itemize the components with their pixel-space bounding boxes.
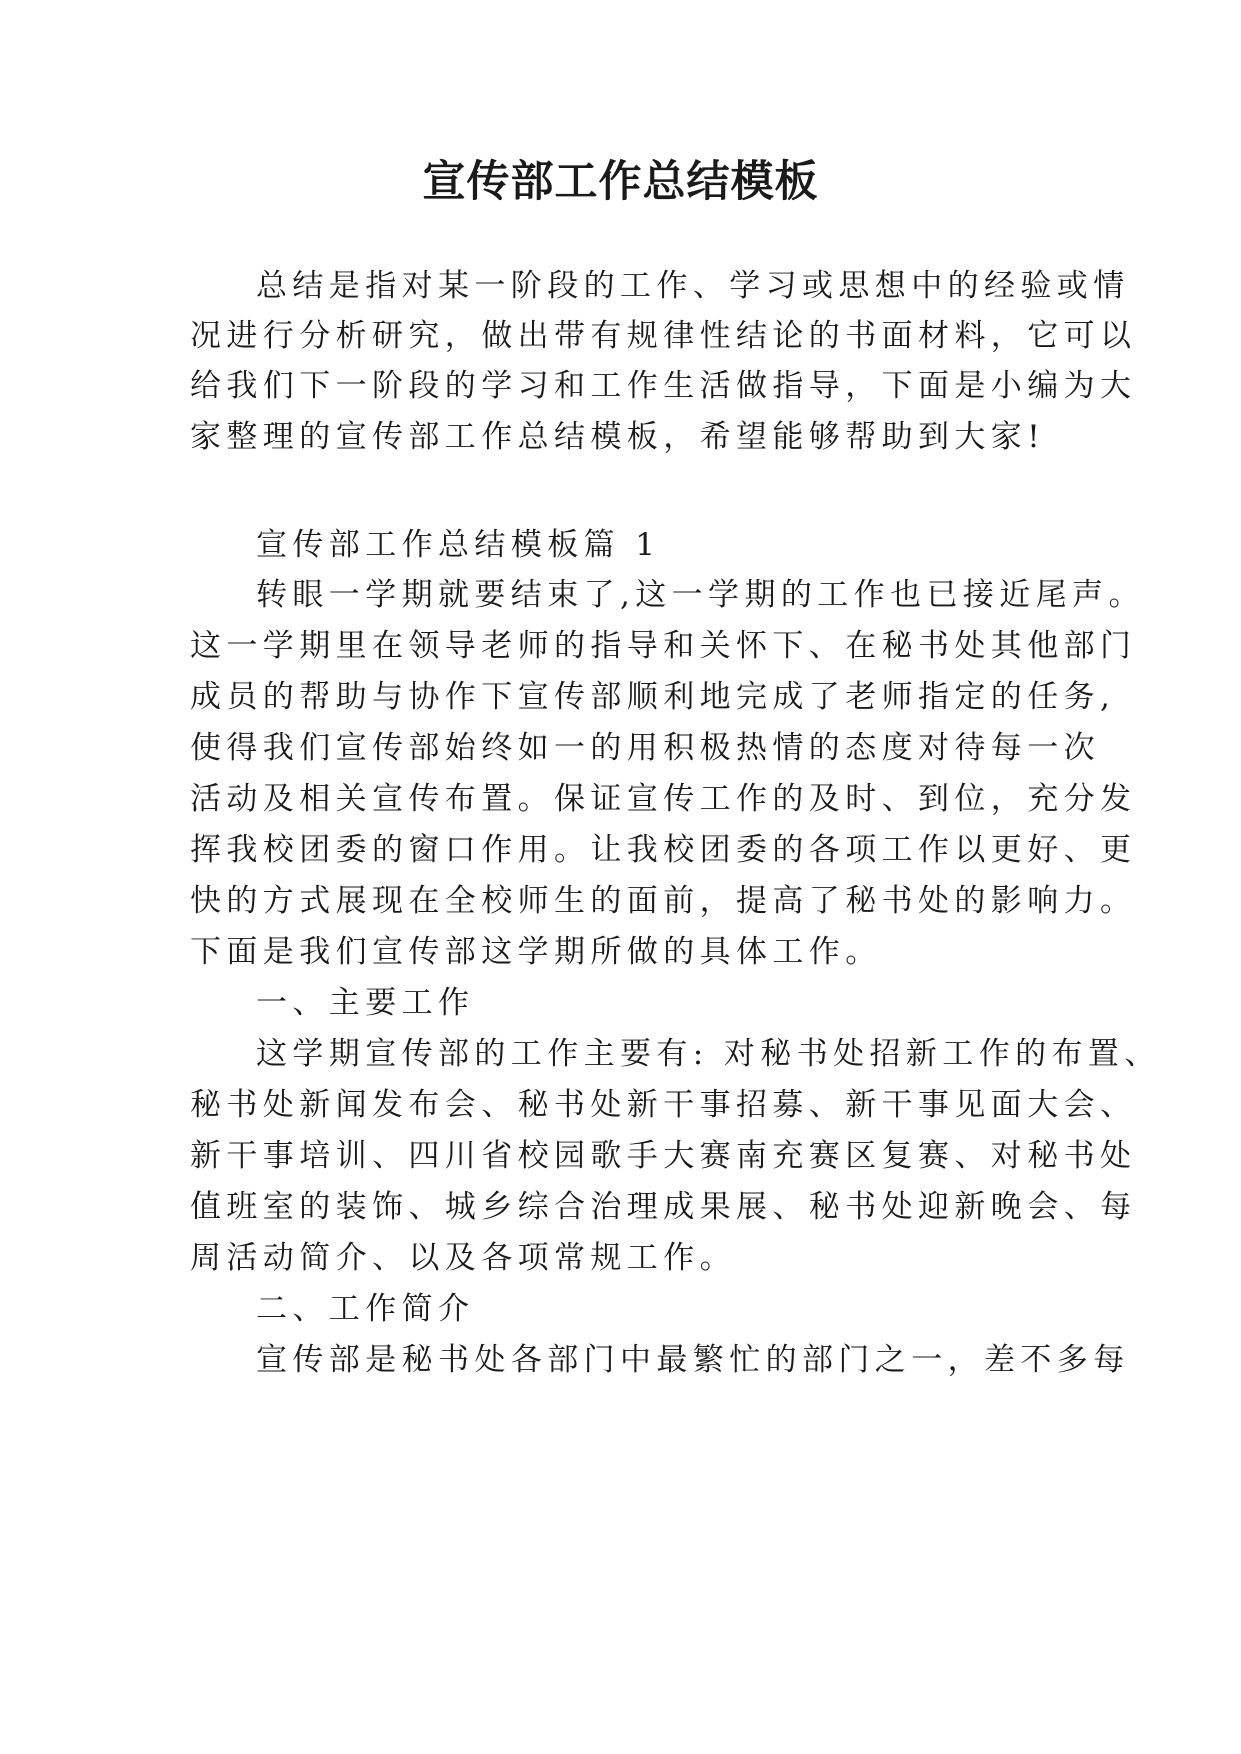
intro-line-2: 况进行分析研究，做出带有规律性结论的书面材料，它可以 bbox=[190, 318, 1137, 354]
intro-line-1: 总结是指对某一阶段的工作、学习或思想中的经验或情 bbox=[256, 268, 1130, 304]
para2-line-4: 值班室的装饰、城乡综合治理成果展、秘书处迎新晚会、每 bbox=[190, 1189, 1137, 1225]
heading-main-work: 一、主要工作 bbox=[256, 985, 475, 1021]
intro-line-4: 家整理的宣传部工作总结模板，希望能够帮助到大家! bbox=[190, 419, 1046, 455]
para1-line-7: 快的方式展现在全校师生的面前，提高了秘书处的影响力。 bbox=[190, 883, 1137, 919]
intro-line-3: 给我们下一阶段的学习和工作生活做指导，下面是小编为大 bbox=[190, 368, 1137, 404]
para2-line-3: 新干事培训、四川省校园歌手大赛南充赛区复赛、对秘书处 bbox=[190, 1138, 1137, 1174]
heading-work-intro: 二、工作简介 bbox=[256, 1291, 475, 1327]
para1-line-4: 使得我们宣传部始终如一的用积极热情的态度对待每一次 bbox=[190, 730, 1100, 766]
para2-line-1: 这学期宣传部的工作主要有: 对秘书处招新工作的布置、 bbox=[256, 1036, 1161, 1072]
para1-line-6: 挥我校团委的窗口作用。让我校团委的各项工作以更好、更 bbox=[190, 832, 1137, 868]
document-title: 宣传部工作总结模板 bbox=[422, 157, 819, 207]
para1-line-5: 活动及相关宣传布置。保证宣传工作的及时、到位，充分发 bbox=[190, 781, 1137, 817]
para2-line-2: 秘书处新闻发布会、秘书处新干事招募、新干事见面大会、 bbox=[190, 1087, 1137, 1123]
para2-line-5: 周活动简介、以及各项常规工作。 bbox=[190, 1240, 736, 1276]
section-heading: 宣传部工作总结模板篇 1 bbox=[256, 527, 661, 563]
para1-line-8: 下面是我们宣传部这学期所做的具体工作。 bbox=[190, 934, 882, 970]
para1-line-1: 转眼一学期就要结束了,这一学期的工作也已接近尾声。 bbox=[256, 577, 1145, 613]
para1-line-3: 成员的帮助与协作下宣传部顺利地完成了老师指定的任务, bbox=[190, 679, 1116, 715]
para3-line-1: 宣传部是秘书处各部门中最繁忙的部门之一，差不多每 bbox=[256, 1342, 1130, 1378]
para1-line-2: 这一学期里在领导老师的指导和关怀下、在秘书处其他部门 bbox=[190, 628, 1137, 664]
